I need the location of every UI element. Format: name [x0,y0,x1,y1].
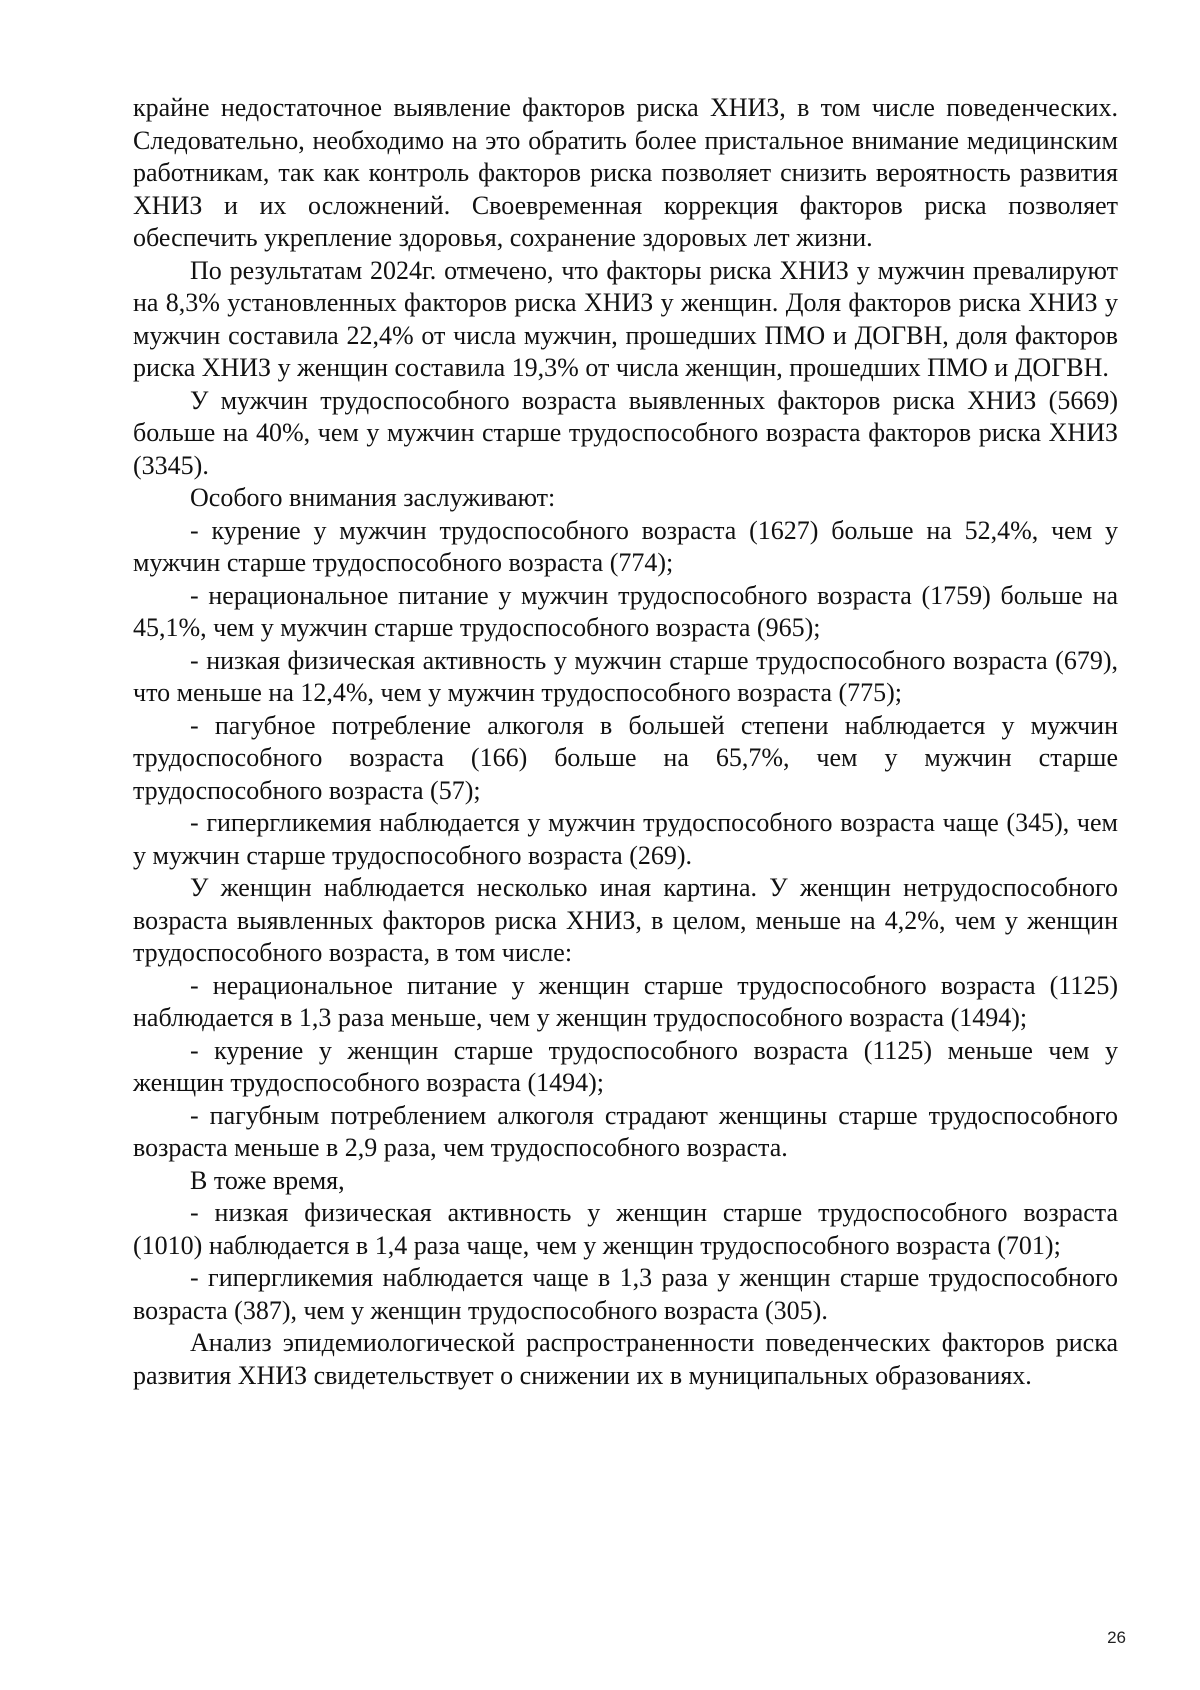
paragraph-continuation: крайне недостаточное выявление факторов риска ХНИЗ, в том числе поведенческих. Следовательно, необходимо на это обратить более пристальное внимание медицинским работникам, так как контроль факторов риска позволяет снизить вероятность развития ХНИЗ и их осложнений. Своевременная коррекция факторов риска позволяет обеспечить укрепление здоровья, сохранение здоровых лет жизни. [133,93,1118,252]
list-item-men-hyperglycemia: - гипергликемия наблюдается у мужчин трудоспособного возраста чаще (345), чем у мужчин старше трудоспособного возраста (269). [133,808,1118,870]
list-item-women-alcohol: - пагубным потреблением алкоголя страдают женщины старше трудоспособного возраста меньше в 2,9 раза, чем трудоспособного возраста. [133,1100,1118,1162]
paragraph-conclusion: Анализ эпидемиологической распространенности поведенческих факторов риска развития ХНИЗ свидетельствует о снижении их в муниципальных образованиях. [133,1328,1118,1390]
paragraph-women-picture: У женщин наблюдается несколько иная картина. У женщин нетрудоспособного возраста выявленных факторов риска ХНИЗ, в целом, меньше на 4,2%, чем у женщин трудоспособного возраста, в том числе: [133,873,1118,967]
list-item-men-smoking: - курение у мужчин трудоспособного возраста (1627) больше на 52,4%, чем у мужчин старше трудоспособного возраста (774); [133,515,1118,577]
list-item-men-activity: - низкая физическая активность у мужчин старше трудоспособного возраста (679), что меньше на 12,4%, чем у мужчин трудоспособного возраста (775); [133,645,1118,707]
list-item-women-hyperglycemia: - гипергликемия наблюдается чаще в 1,3 раза у женщин старше трудоспособного возраста (387), чем у женщин трудоспособного возраста (305). [133,1263,1118,1325]
paragraph-results-2024: По результатам 2024г. отмечено, что факторы риска ХНИЗ у мужчин превалируют на 8,3% установленных факторов риска ХНИЗ у женщин. Доля факторов риска ХНИЗ у мужчин составила 22,4% от числа мужчин, прошедших ПМО и ДОГВН, доля факторов риска ХНИЗ у женщин составила 19,3% от числа женщин, прошедших ПМО и ДОГВН. [133,255,1118,382]
list-item-women-smoking: - курение у женщин старше трудоспособного возраста (1125) меньше чем у женщин трудоспособного возраста (1494); [133,1035,1118,1097]
list-item-women-nutrition: - нерациональное питание у женщин старше трудоспособного возраста (1125) наблюдается в 1,3 раза меньше, чем у женщин трудоспособного возраста (1494); [133,970,1118,1032]
list-item-men-nutrition: - нерациональное питание у мужчин трудоспособного возраста (1759) больше на 45,1%, чем у мужчин старше трудоспособного возраста (965); [133,580,1118,642]
list-item-men-alcohol: - пагубное потребление алкоголя в большей степени наблюдается у мужчин трудоспособного возраста (166) больше на 65,7%, чем у мужчин старше трудоспособного возраста (57); [133,710,1118,805]
paragraph-men-working-age: У мужчин трудоспособного возраста выявленных факторов риска ХНИЗ (5669) больше на 40%, чем у мужчин старше трудоспособного возраста факторов риска ХНИЗ (3345). [133,385,1118,480]
page-number: 26 [1107,1628,1126,1647]
paragraph-at-same-time: В тоже время, [190,1165,345,1195]
paragraph-special-attention: Особого внимания заслуживают: [190,483,556,512]
document-body [133,92,1118,1392]
list-item-women-activity: - низкая физическая активность у женщин старше трудоспособного возраста (1010) наблюдается в 1,4 раза чаще, чем у женщин трудоспособного возраста (701); [133,1198,1118,1260]
